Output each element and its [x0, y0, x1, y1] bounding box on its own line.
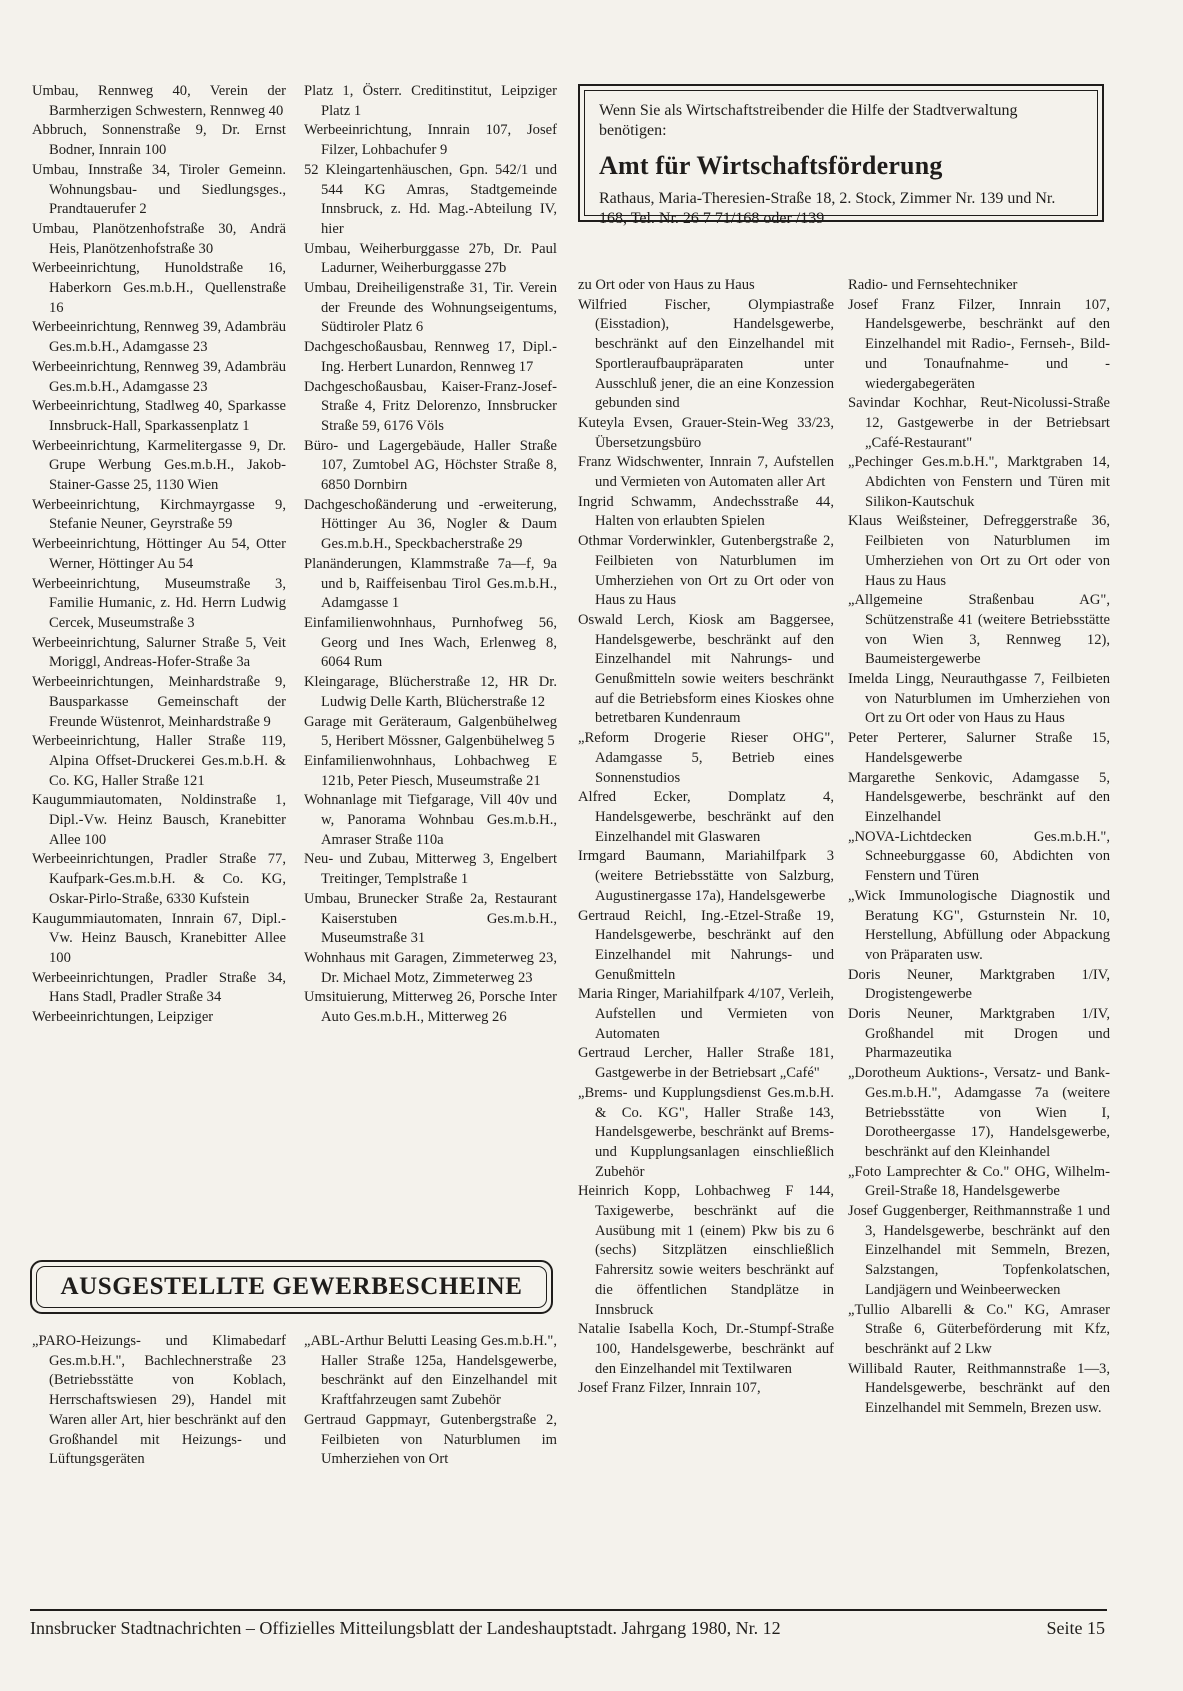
list-entry: Umbau, Brunecker Straße 2a, Restaurant Kaiserstuben Ges.m.b.H., Museumstraße 31	[304, 890, 557, 947]
list-entry: Peter Perterer, Salurner Straße 15, Handelsgewerbe	[848, 730, 1110, 766]
list-entry: Josef Franz Filzer, Innrain 107,	[578, 1380, 761, 1397]
list-entry: „Brems- und Kupplungsdienst Ges.m.b.H. & Co. KG", Haller Straße 143, Handelsgewerbe, beschränkt auf Brems- und Kupplungsanlagen einschließlich Zubehör	[578, 1084, 834, 1180]
column-1-building-permits	[32, 82, 286, 1028]
list-entry: Kuteyla Evsen, Grauer-Stein-Weg 33/23, Übersetzungsbüro	[578, 414, 834, 451]
list-entry: Radio- und Fernsehtechniker	[848, 277, 1018, 293]
list-entry: „ABL-Arthur Belutti Leasing Ges.m.b.H.", Haller Straße 125a, Handelsgewerbe, beschränkt auf den Einzelhandel mit Kraftfahrzeugen samt Zubehör	[304, 1333, 557, 1409]
list-entry: Werbeeinrichtung, Salurner Straße 5, Veit Moriggl, Andreas-Hofer-Straße 3a	[32, 634, 286, 671]
list-entry: Werbeeinrichtungen, Leipziger	[32, 1009, 214, 1026]
list-entry: Werbeeinrichtung, Höttinger Au 54, Otter Werner, Höttinger Au 54	[32, 536, 286, 572]
list-entry: „NOVA-Lichtdecken Ges.m.b.H.", Schneeburggasse 60, Abdichten von Fenstern und Türen	[848, 828, 1110, 885]
list-entry: zu Ort oder von Haus zu Haus	[578, 277, 755, 293]
list-entry: Werbeeinrichtungen, Pradler Straße 34, Hans Stadl, Pradler Straße 34	[32, 969, 286, 1006]
list-entry: „Pechinger Ges.m.b.H.", Marktgraben 14, Abdichten von Fenstern und Türen mit Silikon-Kautschuk	[848, 454, 1110, 510]
list-entry: Ingrid Schwamm, Andechsstraße 44, Halten von erlaubten Spielen	[578, 493, 834, 530]
list-entry: Dachgeschoßausbau, Rennweg 17, Dipl.-Ing. Herbert Lunardon, Rennweg 17	[304, 339, 557, 375]
list-entry: Irmgard Baumann, Mariahilfpark 3 (weitere Betriebsstätte von Salzburg, Augustinergasse 17a), Handelsgewerbe	[578, 848, 834, 904]
list-entry: Umbau, Planötzenhofstraße 30, Andrä Heis, Planötzenhofstraße 30	[32, 220, 286, 257]
footer-page-number: Seite 15	[1046, 1618, 1105, 1638]
section-heading-box	[30, 1260, 553, 1314]
list-entry: Natalie Isabella Koch, Dr.-Stumpf-Straße 100, Handelsgewerbe, beschränkt auf den Einzelhandel mit Textilwaren	[578, 1321, 834, 1377]
list-entry: Umsituierung, Mitterweg 26, Porsche Inter Auto Ges.m.b.H., Mitterweg 26	[304, 989, 557, 1026]
info-box-intro: Wenn Sie als Wirtschaftstreibender die Hilfe der Stadtverwaltung benötigen:	[599, 102, 1018, 139]
list-entry: Kaugummiautomaten, Noldinstraße 1, Dipl.-Vw. Heinz Bausch, Kranebitter Allee 100	[32, 792, 286, 848]
list-entry: Doris Neuner, Marktgraben 1/IV, Großhandel mit Drogen und Pharmazeutika	[848, 1006, 1110, 1062]
list-entry: Maria Ringer, Mariahilfpark 4/107, Verleih, Aufstellen und Vermieten von Automaten	[578, 986, 834, 1042]
list-entry: Wohnhaus mit Garagen, Zimmeterweg 23, Dr. Michael Motz, Zimmeterweg 23	[304, 949, 557, 986]
section-heading: AUSGESTELLTE GEWERBESCHEINE	[36, 1266, 547, 1308]
list-entry: Dachgeschoßausbau, Kaiser-Franz-Josef-Straße 4, Fritz Delorenzo, Innsbrucker Straße 59, 6176 Völs	[304, 378, 557, 434]
list-entry: „Foto Lamprechter & Co." OHG, Wilhelm-Greil-Straße 18, Handelsgewerbe	[848, 1163, 1110, 1200]
list-entry: Gertraud Reichl, Ing.-Etzel-Straße 19, Handelsgewerbe, beschränkt auf den Einzelhandel mit Nahrungs- und Genußmitteln	[578, 907, 834, 983]
list-entry: Einfamilienwohnhaus, Lohbachweg E 121b, Peter Piesch, Museumstraße 21	[304, 752, 557, 789]
list-entry: „Allgemeine Straßenbau AG", Schützenstraße 41 (weitere Betriebsstätte von Wien 3, Rennweg 12), Baumeistergewerbe	[848, 592, 1110, 668]
footer-divider	[30, 1609, 1107, 1611]
list-entry: Werbeeinrichtung, Stadlweg 40, Sparkasse Innsbruck-Hall, Sparkassenplatz 1	[32, 398, 286, 434]
column-1-trade-licenses	[32, 1332, 286, 1470]
list-entry: Neu- und Zubau, Mitterweg 3, Engelbert Treitinger, Templstraße 1	[304, 851, 557, 888]
list-entry: Werbeeinrichtung, Karmelitergasse 9, Dr. Grupe Werbung Ges.m.b.H., Jakob-Stainer-Gasse 25, 1130 Wien	[32, 437, 286, 494]
list-entry: Werbeeinrichtung, Innrain 107, Josef Filzer, Lohbachufer 9	[304, 122, 557, 159]
list-entry: Wohnanlage mit Tiefgarage, Vill 40v und w, Panorama Wohnbau Ges.m.b.H., Amraser Straße 110a	[304, 792, 557, 848]
list-entry: Gertraud Lercher, Haller Straße 181, Gastgewerbe in der Betriebsart „Café"	[578, 1045, 834, 1082]
list-entry: Savindar Kochhar, Reut-Nicolussi-Straße 12, Gastgewerbe in der Betriebsart „Café-Restaurant"	[848, 395, 1110, 451]
list-entry: Umbau, Rennweg 40, Verein der Barmherzigen Schwestern, Rennweg 40	[32, 83, 286, 119]
list-entry: Platz 1, Österr. Creditinstitut, Leipziger Platz 1	[304, 83, 557, 119]
list-entry: Gertraud Gappmayr, Gutenbergstraße 2, Feilbieten von Naturblumen im Umherziehen von Ort	[304, 1411, 557, 1468]
list-entry: „Tullio Albarelli & Co." KG, Amraser Straße 6, Güterbeförderung mit Kfz, beschränkt auf 2 Lkw	[848, 1301, 1110, 1357]
list-entry: Margarethe Senkovic, Adamgasse 5, Handelsgewerbe, beschränkt auf den Einzelhandel	[848, 769, 1110, 825]
column-3-trade-licenses	[578, 276, 834, 1399]
list-entry: Werbeeinrichtungen, Pradler Straße 77, Kaufpark-Ges.m.b.H. & Co. KG, Oskar-Pirlo-Straße, 6330 Kufstein	[32, 851, 286, 907]
footer-publication-title: Innsbrucker Stadtnachrichten – Offizielles Mitteilungsblatt der Landeshauptstadt. Jahrgang 1980, Nr. 12	[30, 1618, 781, 1638]
list-entry: „PARO-Heizungs- und Klimabedarf Ges.m.b.H.", Bachlechnerstraße 23 (Betriebsstätte von Koblach, Herrschaftswiesen 29), Handel mit Waren aller Art, hier beschränkt auf den Großhandel mit Heizungs- und Lüftungsgeräten	[32, 1333, 286, 1468]
list-entry: Doris Neuner, Marktgraben 1/IV, Drogistengewerbe	[848, 966, 1110, 1003]
info-box-address: Rathaus, Maria-Theresien-Straße 18, 2. Stock, Zimmer Nr. 139 und Nr. 168, Tel. Nr. 26 7 71/168 oder /139	[599, 190, 1056, 227]
list-entry: Kaugummiautomaten, Innrain 67, Dipl.-Vw. Heinz Bausch, Kranebitter Allee 100	[32, 910, 286, 966]
list-entry: Othmar Vorderwinkler, Gutenbergstraße 2, Feilbieten von Naturblumen im Umherziehen von Ort zu Ort oder von Haus zu Haus	[578, 533, 834, 609]
list-entry: „Reform Drogerie Rieser OHG", Adamgasse 5, Betrieb eines Sonnenstudios	[578, 730, 834, 786]
list-entry: Oswald Lerch, Kiosk am Baggersee, Handelsgewerbe, beschränkt auf den Einzelhandel mit Nahrungs- und Genußmitteln sowie weiters beschränkt auf die Betriebsform eines Kioskes ohne betretbaren Kundenraum	[578, 611, 834, 727]
list-entry: Umbau, Dreiheiligenstraße 31, Tir. Verein der Freunde des Wohnungseigentums, Südtiroler Platz 6	[304, 280, 557, 336]
list-entry: Werbeeinrichtung, Hunoldstraße 16, Haberkorn Ges.m.b.H., Quellenstraße 16	[32, 260, 286, 316]
list-entry: Werbeeinrichtung, Rennweg 39, Adambräu Ges.m.b.H., Adamgasse 23	[32, 358, 286, 395]
column-2-trade-licenses	[304, 1332, 557, 1470]
column-4-trade-licenses	[848, 276, 1110, 1419]
list-entry: Franz Widschwenter, Innrain 7, Aufstellen und Vermieten von Automaten aller Art	[578, 454, 834, 491]
list-entry: Garage mit Geräteraum, Galgenbühelweg 5, Heribert Mössner, Galgenbühelweg 5	[304, 713, 557, 750]
list-entry: Josef Guggenberger, Reithmannstraße 1 und 3, Handelsgewerbe, beschränkt auf den Einzelhandel mit Semmeln, Brezen, Salzstangen, Topfenkolatschen, Landjägern und Weinbeerwecken	[848, 1203, 1110, 1298]
list-entry: Werbeeinrichtung, Kirchmayrgasse 9, Stefanie Neuner, Geyrstraße 59	[32, 496, 286, 533]
list-entry: Imelda Lingg, Neurauthgasse 7, Feilbieten von Naturblumen im Umherziehen von Ort zu Ort oder von Haus zu Haus	[848, 671, 1110, 727]
list-entry: Werbeeinrichtungen, Meinhardstraße 9, Bausparkasse Gemeinschaft der Freunde Wüstenrot, Meinhardstraße 9	[32, 674, 286, 730]
list-entry: Planänderungen, Klammstraße 7a—f, 9a und b, Raiffeisenbau Tirol Ges.m.b.H., Adamgasse 1	[304, 555, 557, 612]
list-entry: Abbruch, Sonnenstraße 9, Dr. Ernst Bodner, Innrain 100	[32, 122, 286, 159]
list-entry: Heinrich Kopp, Lohbachweg F 144, Taxigewerbe, beschränkt auf die Ausübung mit 1 (einem) Pkw bis zu 6 (sechs) Sitzplätzen einschließlich Fahrersitz sowie weiters beschränkt auf die öffentlichen Standplätze in Innsbruck	[578, 1183, 834, 1318]
column-2-building-permits	[304, 82, 557, 1028]
list-entry: Werbeeinrichtung, Rennweg 39, Adambräu Ges.m.b.H., Adamgasse 23	[32, 319, 286, 356]
list-entry: Wilfried Fischer, Olympiastraße (Eisstadion), Handelsgewerbe, beschränkt auf den Einzelhandel mit Sportleraufbaupräparaten unter Ausschluß jener, die an eine Konzession gebunden sind	[578, 296, 834, 412]
list-entry: „Wick Immunologische Diagnostik und Beratung KG", Gsturnstein Nr. 10, Herstellung, Abfüllung oder Abpackung von Präparaten usw.	[848, 887, 1110, 963]
list-entry: Klaus Weißsteiner, Defreggerstraße 36, Feilbieten von Naturblumen im Umherziehen von Ort zu Ort oder von Haus zu Haus	[848, 513, 1110, 589]
list-entry: Alfred Ecker, Domplatz 4, Handelsgewerbe, beschränkt auf den Einzelhandel mit Glaswaren	[578, 789, 834, 845]
list-entry: Werbeeinrichtung, Haller Straße 119, Alpina Offset-Druckerei Ges.m.b.H. & Co. KG, Haller Straße 121	[32, 733, 286, 789]
info-box-title: Amt für Wirtschaftsförderung	[599, 151, 943, 180]
list-entry: Umbau, Weiherburggasse 27b, Dr. Paul Ladurner, Weiherburggasse 27b	[304, 240, 557, 277]
list-entry: Josef Franz Filzer, Innrain 107, Handelsgewerbe, beschränkt auf den Einzelhandel mit Radio-, Fernseh-, Bild- und Tonaufnahme- und -wiedergabegeräten	[848, 296, 1110, 392]
list-entry: Einfamilienwohnhaus, Purnhofweg 56, Georg und Ines Wach, Erlenweg 8, 6064 Rum	[304, 614, 557, 671]
list-entry: Kleingarage, Blücherstraße 12, HR Dr. Ludwig Delle Karth, Blücherstraße 12	[304, 674, 557, 710]
info-box-economic-development	[578, 84, 1104, 227]
list-entry: Dachgeschoßänderung und -erweiterung, Höttinger Au 36, Nogler & Daum Ges.m.b.H., Speckbacherstraße 29	[304, 496, 557, 553]
list-entry: Büro- und Lagergebäude, Haller Straße 107, Zumtobel AG, Höchster Straße 8, 6850 Dornbirn	[304, 437, 557, 494]
list-entry: Umbau, Innstraße 34, Tiroler Gemeinn. Wohnungsbau- und Siedlungsges., Prandtauerufer 2	[32, 161, 286, 218]
list-entry: 52 Kleingartenhäuschen, Gpn. 542/1 und 544 KG Amras, Stadtgemeinde Innsbruck, z. Hd. Mag.-Abteilung IV, hier	[304, 161, 557, 237]
list-entry: Werbeeinrichtung, Museumstraße 3, Familie Humanic, z. Hd. Herrn Ludwig Cercek, Museumstraße 3	[32, 575, 286, 631]
list-entry: Willibald Rauter, Reithmannstraße 1—3, Handelsgewerbe, beschränkt auf den Einzelhandel mit Semmeln, Brezen usw.	[848, 1360, 1110, 1417]
list-entry: „Dorotheum Auktions-, Versatz- und Bank-Ges.m.b.H.", Adamgasse 7a (weitere Betriebsstätte von Wien I, Dorotheergasse 17), Handelsgewerbe, beschränkt auf den Kleinhandel	[848, 1065, 1110, 1160]
